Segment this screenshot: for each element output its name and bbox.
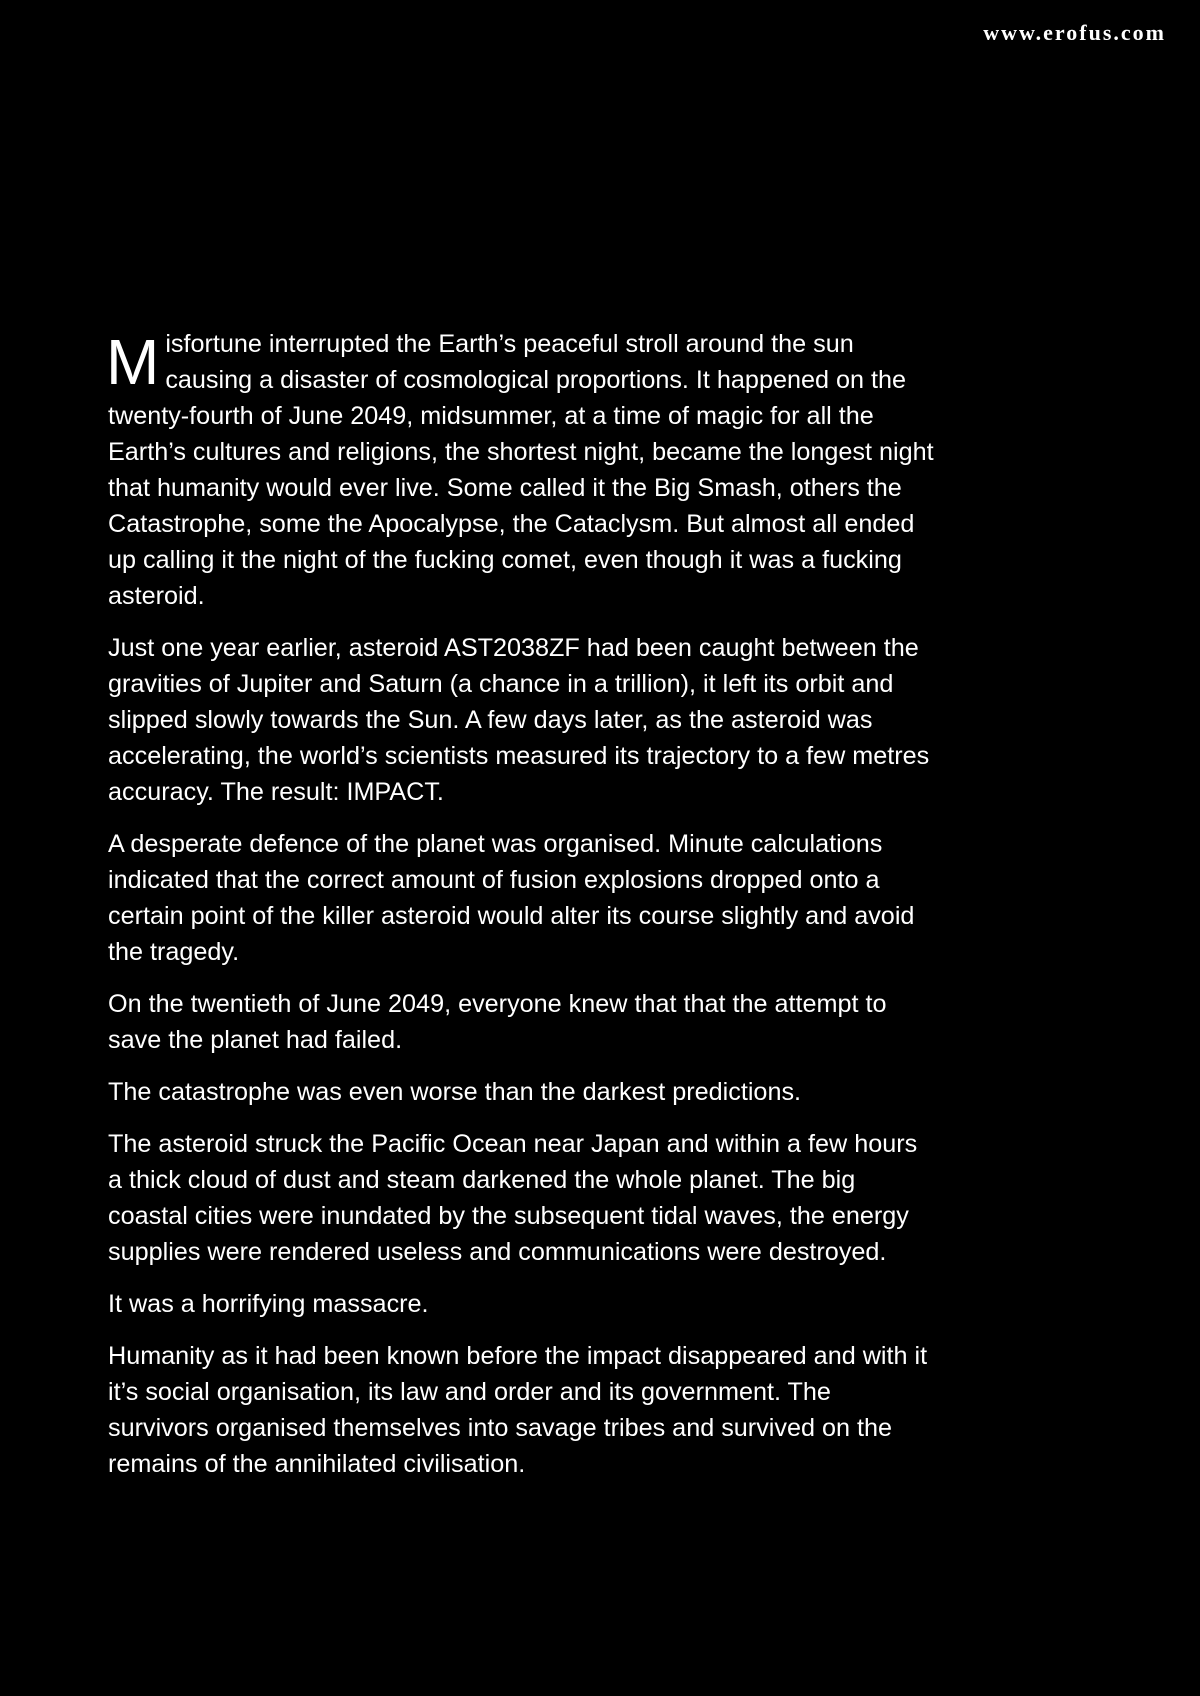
site-watermark: www.erofus.com: [983, 20, 1166, 45]
paragraph-3: A desperate defence of the planet was organised. Minute calculations indicated that the correct amount of fusion explosions dropped onto a certain point of the killer asteroid would alter its course slightly and avoid the tragedy.: [108, 830, 915, 966]
paragraph-6: The asteroid struck the Pacific Ocean near Japan and within a few hours a thick cloud of dust and steam darkened the whole planet. The big coastal cities were inundated by the subsequent tidal waves, the energy supplies were rendered useless and communications were destroyed.: [108, 1130, 918, 1266]
paragraph-5: The catastrophe was even worse than the darkest predictions.: [108, 1078, 802, 1106]
paragraph-7: It was a horrifying massacre.: [108, 1290, 429, 1318]
paragraph-1: [108, 326, 938, 614]
paragraph-2: Just one year earlier, asteroid AST2038ZF had been caught between the gravities of Jupiter and Saturn (a chance in a trillion), it left its orbit and slipped slowly towards the Sun. A few days later, as the asteroid was accelerating, the world’s scientists measured its trajectory to a few metres accuracy. The result: IMPACT.: [108, 634, 930, 806]
paragraph-8: Humanity as it had been known before the impact disappeared and with it it’s social organisation, its law and order and its government. The survivors organised themselves into savage tribes and survived on the remains of the annihilated civilisation.: [108, 1342, 928, 1478]
story-text: [108, 326, 938, 1498]
paragraph-4: On the twentieth of June 2049, everyone knew that that the attempt to save the planet had failed.: [108, 990, 887, 1054]
paragraph-1-text: isfortune interrupted the Earth’s peaceful stroll around the sun causing a disaster of cosmological proportions. It happened on the twenty-fourth of June 2049, midsummer, at a time of magic for all the Earth’s cultures and religions, the shortest night, became the longest night that humanity would ever live. Some called it the Big Smash, others the Catastrophe, some the Apocalypse, the Cataclysm. But almost all ended up calling it the night of the fucking comet, even though it was a fucking asteroid.: [108, 330, 934, 610]
drop-cap: M: [106, 326, 160, 398]
